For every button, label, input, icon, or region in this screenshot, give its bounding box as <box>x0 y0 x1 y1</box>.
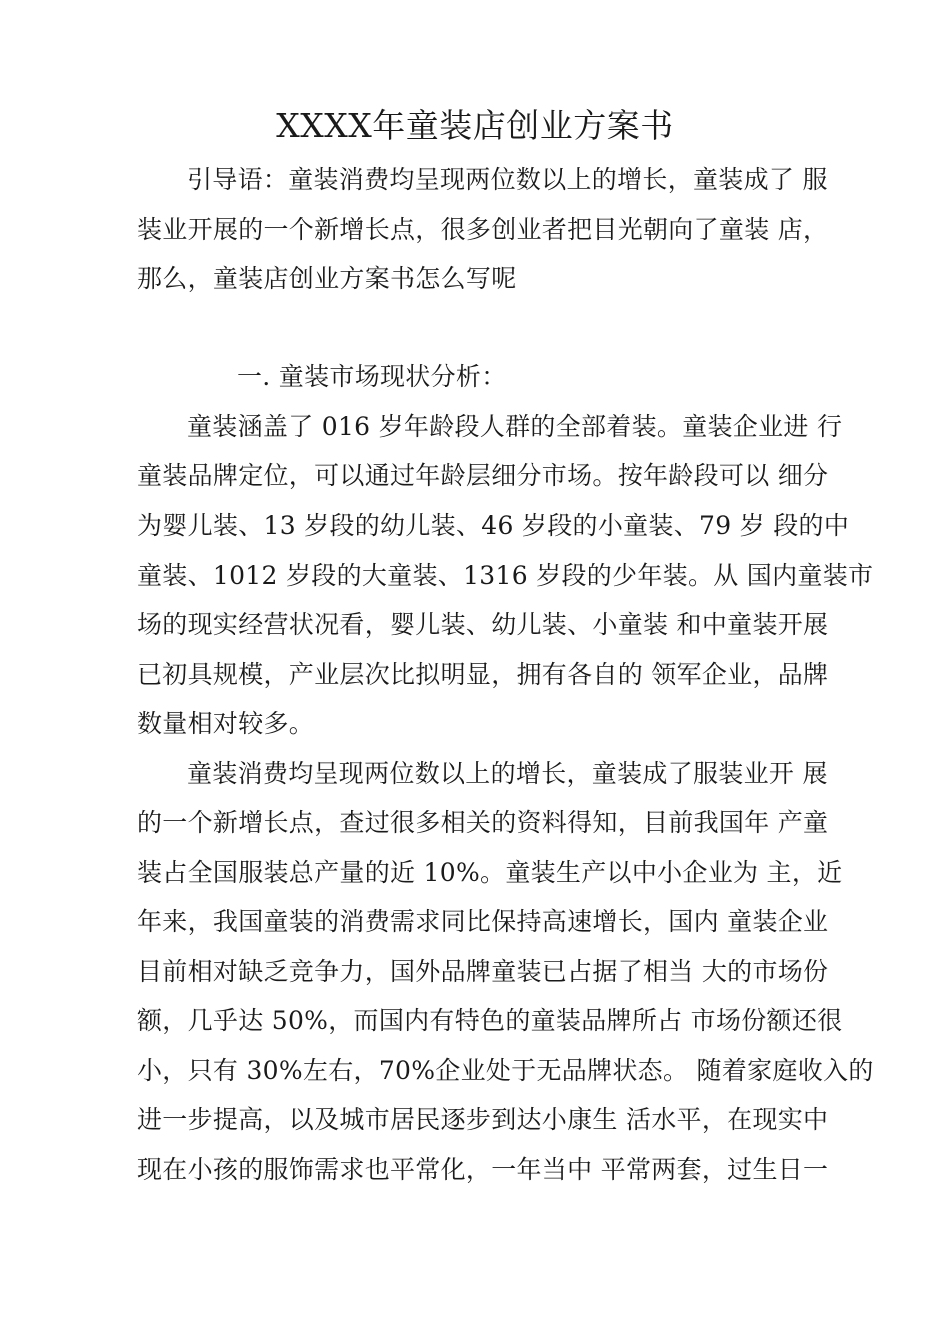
paragraph2-line-9: 现在小孩的服饰需求也平常化，一年当中 平常两套，过生日一 <box>137 1155 829 1184</box>
intro-line-2: 装业开展的一个新增长点，很多创业者把目光朝向了童装 店， <box>137 215 829 244</box>
paragraph2-line-1: 童装消费均呈现两位数以上的增长，童装成了服装业开 展 <box>187 759 828 788</box>
paragraph1-line-1: 童装涵盖了 016 岁年龄段人群的全部着装。童装企业进 行 <box>187 412 843 441</box>
paragraph1-line-6: 已初具规模，产业层次比拟明显，拥有各自的 领军企业，品牌 <box>137 660 829 689</box>
paragraph2-line-2: 的一个新增长点，查过很多相关的资料得知，目前我国年 产童 <box>137 808 829 837</box>
paragraph2-line-7: 小，只有 30%左右，70%企业处于无品牌状态。 随着家庭收入的 <box>137 1056 874 1085</box>
paragraph2-line-8: 进一步提高，以及城市居民逐步到达小康生 活水平，在现实中 <box>137 1105 829 1134</box>
paragraph1-line-5: 场的现实经营状况看，婴儿装、幼儿装、小童装 和中童装开展 <box>137 610 829 639</box>
intro-line-1: 引导语：童装消费均呈现两位数以上的增长，童装成了 服 <box>187 165 828 194</box>
paragraph1-line-2: 童装品牌定位，可以通过年龄层细分市场。按年龄段可以 细分 <box>137 461 829 490</box>
section-heading: 一. 童装市场现状分析： <box>237 362 507 391</box>
intro-line-3: 那么，童装店创业方案书怎么写呢 <box>137 264 517 293</box>
paragraph2-line-3: 装占全国服装总产量的近 10%。童装生产以中小企业为 主，近 <box>137 858 843 887</box>
paragraph2-line-6: 额，几乎达 50%，而国内有特色的童装品牌所占 市场份额还很 <box>137 1006 843 1035</box>
paragraph1-line-4: 童装、1012 岁段的大童装、1316 岁段的少年装。从 国内童装市 <box>137 561 874 590</box>
paragraph1-line-3: 为婴儿装、13 岁段的幼儿装、46 岁段的小童装、79 岁 段的中 <box>137 511 850 540</box>
paragraph1-line-7: 数量相对较多。 <box>137 709 315 738</box>
document-title: XXXX年童装店创业方案书 <box>276 106 674 145</box>
paragraph2-line-5: 目前相对缺乏竞争力，国外品牌童装已占据了相当 大的市场份 <box>137 957 829 986</box>
paragraph2-line-4: 年来，我国童装的消费需求同比保持高速增长，国内 童装企业 <box>137 907 829 936</box>
